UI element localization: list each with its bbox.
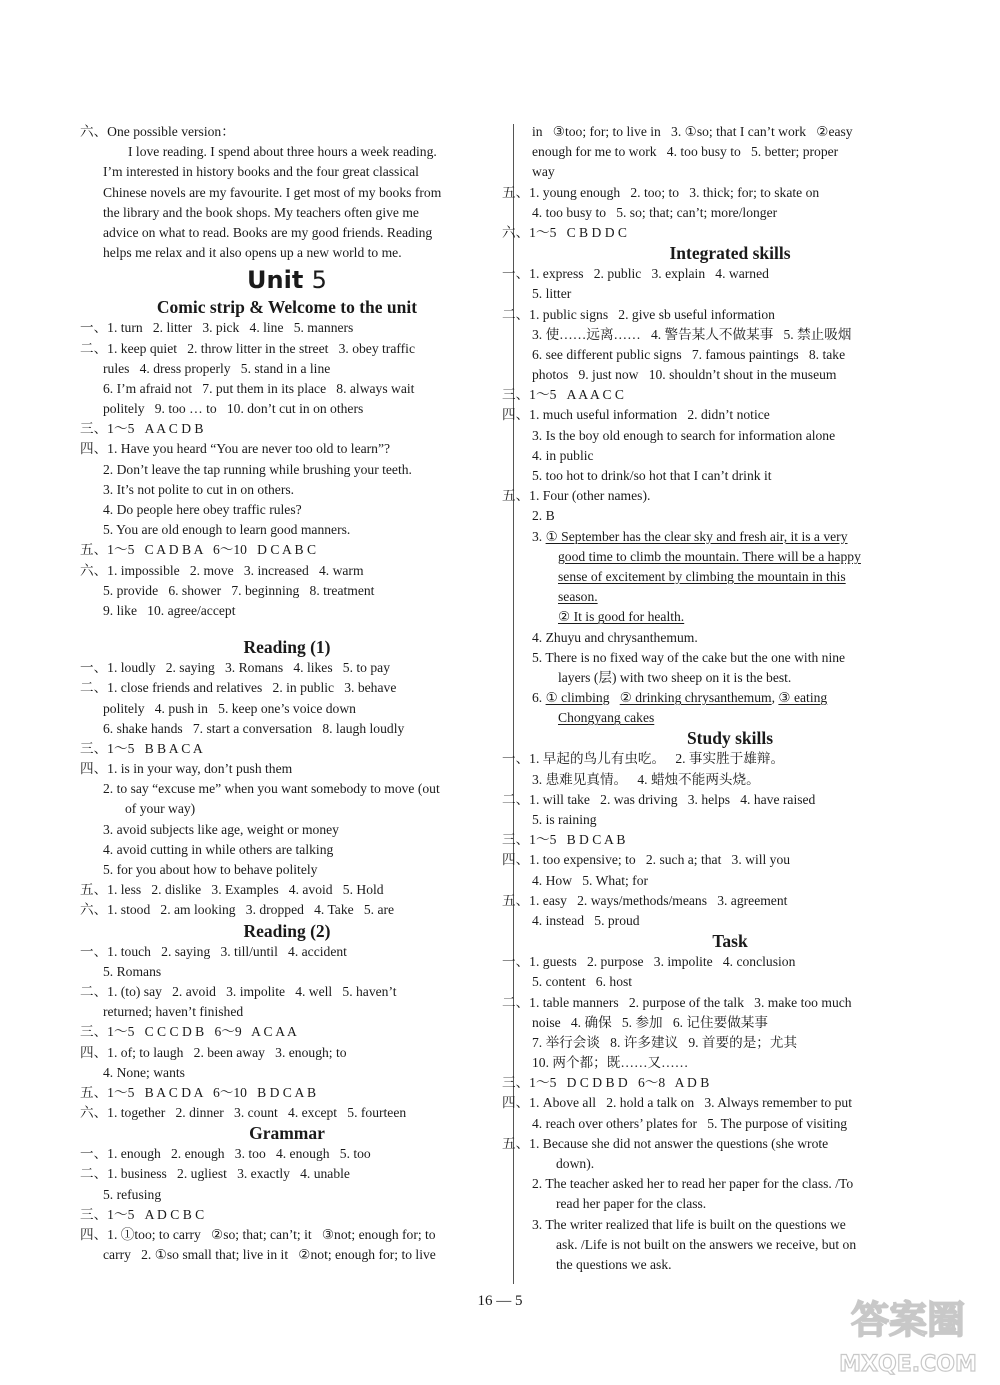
answer-line: 4. Zhuyu and chrysanthemum. (532, 629, 698, 645)
unit-title (80, 265, 494, 295)
answer-line: 2. The teacher asked her to read her paper for the class. /To (532, 1176, 854, 1192)
answer-line (532, 607, 928, 627)
answer-line: 4. too busy to 5. so; that; can’t; more/longer (532, 204, 778, 220)
answer-line: 三、1～5 A A C D B (80, 421, 204, 437)
answer-line: 6. I’m afraid not 7. put them in its place 8. always wait (103, 380, 415, 396)
unit-word: Unit (247, 266, 304, 295)
watermark-top-text: 答案圈 (850, 1298, 966, 1342)
essay-line: I’m interested in history books and the four great classical (103, 164, 419, 180)
answer-line: 6. shake hands 7. start a conversation 8. laugh loudly (103, 720, 405, 736)
answer-line: photos 9. just now 10. shouldn’t shout in the museum (532, 367, 837, 383)
question-number: 6. (532, 690, 546, 706)
answer-line: 3. Is the boy old enough to search for information alone (532, 427, 836, 443)
answer-line: 4. avoid cutting in while others are talking (103, 841, 334, 857)
answer-line: 二、1. keep quiet 2. throw litter in the street 3. obey traffic (80, 340, 415, 356)
answer-line: 4. in public (532, 447, 594, 463)
underlined-answer: ① climbing (545, 690, 610, 706)
answer-line: 4. reach over others’ plates for 5. The purpose of visiting (532, 1115, 848, 1131)
answer-line: 一、1. enough 2. enough 3. too 4. enough 5. too (80, 1146, 371, 1162)
answer-line: 五、1～5 C A D B A 6～10 D C A B C (80, 542, 317, 558)
answer-line: 四、1. Above all 2. hold a talk on 3. Always remember to put (502, 1095, 852, 1111)
answer-line: 三、1～5 C C C D B 6～9 A C A A (80, 1024, 297, 1040)
underlined-answer: ③ eating (778, 690, 828, 706)
answer-line: 三、1～5 B B A C A (80, 740, 203, 756)
answer-line: 4. None; wants (103, 1064, 185, 1080)
watermark-bottom-text: MXQE.COM (839, 1352, 977, 1377)
answer-line: in ③too; for; to live in 3. ①so; that I can’t work ②easy (532, 124, 853, 139)
answer-line: 六、1. impossible 2. move 3. increased 4. warm (80, 562, 364, 578)
answer-line: 二、1. table manners 2. purpose of the talk 3. make too much (502, 994, 852, 1010)
underlined-answer: ② drinking chrysanthemum (619, 690, 772, 706)
answer-line: 3. The writer realized that life is built on the questions we (532, 1216, 846, 1232)
underlined-answer: good time to climb the mountain. There will be a happy (558, 548, 861, 564)
answer-line: 5. too hot to drink/so hot that I can’t drink it (532, 468, 772, 483)
answer-line: carry 2. ①so small that; live in it ②not; enough for; to live (103, 1247, 436, 1263)
answer-line: 4. instead 5. proud (532, 912, 640, 928)
answer-line: 2. Don’t leave the tap running while brushing your teeth. (103, 461, 412, 477)
watermark-logo (828, 1281, 988, 1381)
answer-line: 五、1. Because she did not answer the questions (she wrote (502, 1135, 829, 1151)
answer-line: 4. Do people here obey traffic rules? (103, 502, 302, 517)
essay-intro: 六、One possible version： (80, 124, 235, 139)
answer-line: 2. to say “excuse me” when you want somebody to move (out (103, 781, 440, 797)
section-heading: Reading (2) (243, 920, 331, 941)
answer-line: 四、1. Have you heard “You are never too old to learn”? (80, 441, 391, 457)
answer-line (532, 708, 928, 728)
right-column (502, 122, 928, 1275)
answer-line: 4. How 5. What; for (532, 872, 649, 888)
answer-line: 一、1. touch 2. saying 3. till/until 4. accident (80, 943, 347, 959)
answer-line: 五、1. young enough 2. too; to 3. thick; for; to skate on (502, 184, 820, 200)
underlined-answer: season. (558, 589, 598, 605)
answer-line (532, 527, 928, 547)
answer-line: 3. 患难见真情。 4. 蜡烛不能两头烧。 (532, 771, 760, 787)
answer-line (532, 567, 928, 587)
section-heading: Study skills (686, 728, 774, 749)
question-number: 3. (532, 528, 546, 544)
underlined-answer: ① September has the clear sky and fresh air, it is a very (545, 528, 848, 544)
answer-line: 二、1. business 2. ugliest 3. exactly 4. unable (80, 1166, 350, 1182)
answer-line: ask. /Life is not built on the answers we receive, but on (556, 1236, 857, 1252)
answer-line: 3. It’s not polite to cut in on others. (103, 481, 295, 497)
answer-line: of your way) (125, 801, 196, 817)
page-number: 16 — 5 (477, 1293, 523, 1309)
answer-line: 5. provide 6. shower 7. beginning 8. treatment (103, 582, 375, 598)
answer-line: 5. There is no fixed way of the cake but the one with nine (532, 649, 846, 665)
answer-line: 5. You are old enough to learn good manners. (103, 522, 351, 538)
answer-line: 5. litter (532, 286, 572, 302)
answer-line: way (532, 164, 555, 180)
answer-line: 二、1. (to) say 2. avoid 3. impolite 4. well 5. haven’t (80, 983, 397, 999)
answer-line: 一、1. turn 2. litter 3. pick 4. line 5. manners (80, 320, 354, 336)
answer-line: 六、1～5 C B D D C (502, 224, 627, 240)
answer-line: 5. refusing (103, 1186, 162, 1202)
answer-line: 二、1. close friends and relatives 2. in public 3. behave (80, 680, 397, 696)
answer-line: 二、1. will take 2. was driving 3. helps 4. have raised (502, 791, 816, 807)
answer-line: the questions we ask. (556, 1256, 672, 1272)
answer-line: 一、1. loudly 2. saying 3. Romans 4. likes 5. to pay (80, 660, 391, 676)
essay-line: I love reading. I spend about three hours a week reading. (128, 144, 437, 160)
section-heading: Comic strip & Welcome to the unit (156, 297, 418, 318)
answer-line: 6. see different public signs 7. famous paintings 8. take (532, 346, 846, 362)
answer-line (532, 587, 928, 607)
answer-line: 6. ① climbing ② drinking chrysanthemum, ③ eating (532, 690, 828, 706)
section-heading: Grammar (249, 1123, 325, 1144)
underlined-answer: sense of excitement by climbing the mountain in this (558, 568, 846, 584)
underlined-answer: Chongyang cakes (558, 710, 655, 726)
answer-line: noise 4. 确保 5. 参加 6. 记住要做某事 (532, 1014, 768, 1030)
section-heading: Integrated skills (669, 243, 791, 264)
answer-line: 一、1. express 2. public 3. explain 4. warned (502, 266, 769, 282)
answer-line: 三、1～5 D C D B D 6～8 A D B (502, 1075, 710, 1091)
answer-line: 2. B (532, 508, 555, 524)
answer-line: 三、1～5 A D C B C (80, 1206, 205, 1222)
answer-line: 三、1～5 B D C A B (502, 832, 626, 848)
answer-line: 四、1. is in your way, don’t push them (80, 761, 293, 777)
answer-line: 二、1. public signs 2. give sb useful information (502, 306, 775, 322)
answer-line: rules 4. dress properly 5. stand in a line (103, 360, 331, 376)
answer-line: down). (556, 1156, 595, 1171)
answer-line: 5. for you about how to behave politely (103, 862, 318, 877)
answer-line: 一、1. guests 2. purpose 3. impolite 4. conclusion (502, 954, 796, 970)
answer-line: 六、1. stood 2. am looking 3. dropped 4. Take 5. are (80, 902, 395, 918)
answer-line: 三、1～5 A A A C C (502, 387, 624, 403)
essay-line: Chinese novels are my favourite. I get most of my books from (103, 184, 442, 200)
essay-line: helps me relax and it also opens up a new world to me. (103, 245, 402, 261)
essay-line: advice on what to read. Books are my good friends. Reading (103, 224, 433, 240)
answer-line: 3. avoid subjects like age, weight or money (103, 821, 339, 837)
answer-line: 六、1. together 2. dinner 3. count 4. except 5. fourteen (80, 1105, 407, 1121)
answer-line: 9. like 10. agree/accept (103, 602, 236, 618)
answer-line: 5. content 6. host (532, 974, 633, 990)
answer-line: enough for me to work 4. too busy to 5. better; proper (532, 144, 839, 160)
answer-line: 四、1. too expensive; to 2. such a; that 3. will you (502, 852, 791, 868)
answer-line: 五、1. Four (other names). (502, 488, 651, 504)
answer-line: 四、1. of; to laugh 2. been away 3. enough; to (80, 1044, 347, 1060)
section-heading: Task (712, 931, 748, 952)
answer-line: 5. Romans (103, 963, 162, 979)
answer-line: 五、1. easy 2. ways/methods/means 3. agreement (502, 892, 788, 908)
answer-line: 3. 使……远离…… 4. 警告某人不做某事 5. 禁止吸烟 (532, 326, 852, 342)
answer-line: returned; haven’t finished (103, 1004, 244, 1020)
unit-number: 5 (311, 266, 327, 295)
answer-line: 四、1. ①too; to carry ②so; that; can’t; it ③not; enough for; to (80, 1227, 436, 1242)
answer-line (532, 547, 928, 567)
answer-line: politely 4. push in 5. keep one’s voice down (103, 700, 356, 716)
answer-line: 一、1. 早起的鸟儿有虫吃。 2. 事实胜于雄辩。 (502, 751, 785, 767)
answer-line: politely 9. too … to 10. don’t cut in on others (103, 401, 364, 417)
left-column (80, 122, 494, 1265)
essay-line: the library and the book shops. My teachers often give me (103, 204, 419, 220)
answer-line: 五、1～5 B A C D A 6～10 B D C A B (80, 1084, 317, 1100)
answer-line: 五、1. less 2. dislike 3. Examples 4. avoid 5. Hold (80, 882, 384, 898)
answer-line: read her paper for the class. (556, 1196, 707, 1212)
underlined-answer: ② It is good for health. (558, 609, 685, 625)
answer-line: layers (层) with two sheep on it is the best. (558, 669, 792, 685)
section-heading: Reading (1) (243, 637, 331, 658)
answer-line: 5. is raining (532, 812, 597, 827)
answer-line: 四、1. much useful information 2. didn’t notice (502, 407, 770, 423)
answer-line: 10. 两个都；既……又…… (532, 1055, 689, 1071)
answer-line: 7. 举行会谈 8. 许多建议 9. 首要的是；尤其 (532, 1034, 798, 1050)
